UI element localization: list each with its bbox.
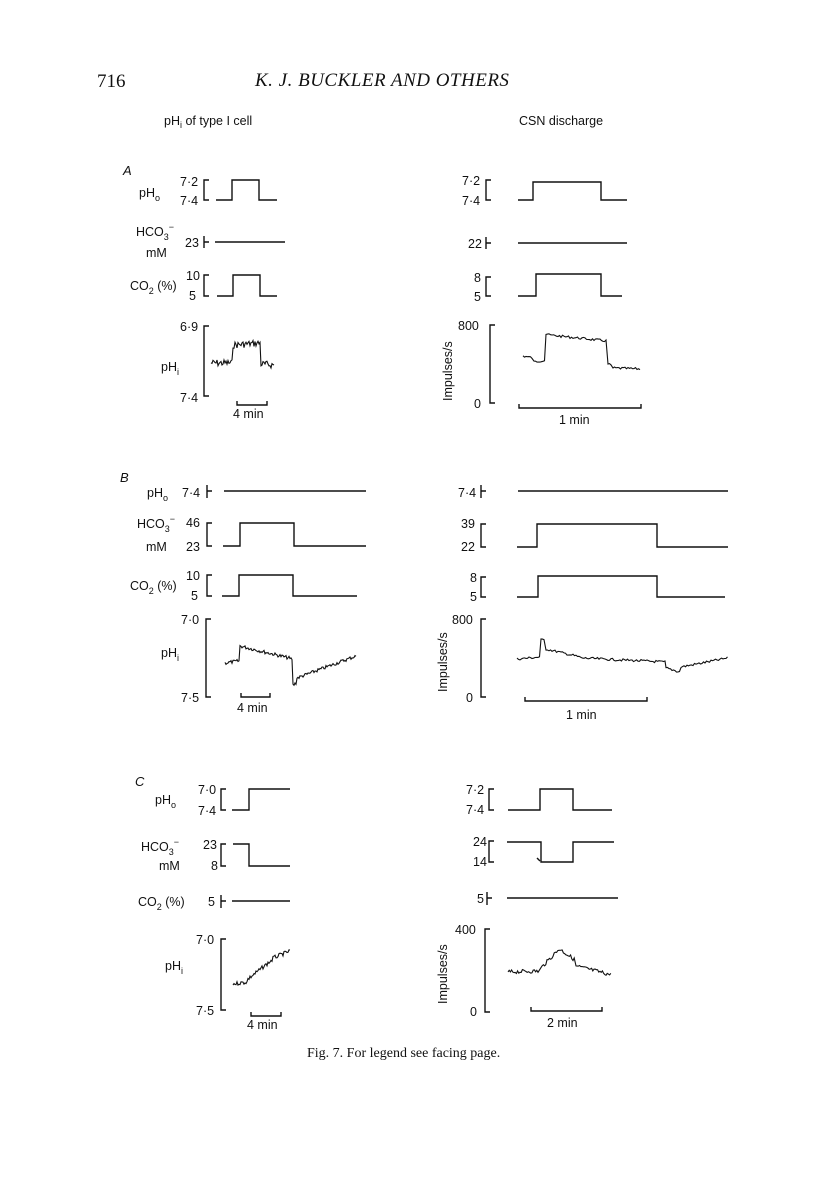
- co2-step: [217, 275, 277, 296]
- pho-tick: 7·4: [182, 486, 201, 500]
- mm-label: mM: [159, 859, 180, 873]
- panel-c-right-co2-trace: [477, 892, 618, 906]
- hco3-tick-top: 46: [186, 516, 200, 530]
- time-scale-label: 2 min: [547, 1016, 578, 1030]
- co2-step: [518, 274, 622, 296]
- panel-letter-c: C: [135, 774, 145, 789]
- pho-tick-top: 7·0: [198, 783, 217, 797]
- panel-a-left-pho-trace: [139, 175, 277, 208]
- pho-bracket: [486, 180, 491, 200]
- hco3-artifact: [537, 858, 540, 861]
- pho-tick-bottom: 7·4: [466, 803, 485, 817]
- time-scale-label: 1 min: [559, 413, 590, 427]
- hco3-tick-mark: [486, 237, 491, 249]
- co2-bracket: [486, 277, 491, 296]
- panel-b-right-pho-trace: [458, 485, 728, 500]
- time-scale-bar: [241, 693, 270, 697]
- co2-label: $CO_2$ (%): [130, 579, 177, 596]
- time-scale-label: 4 min: [237, 701, 268, 715]
- panel-c-right-pho-trace: [466, 783, 612, 817]
- panel-c-left-pho-trace: [155, 783, 290, 818]
- co2-bracket: [481, 577, 486, 597]
- page-number: 716: [97, 71, 126, 92]
- phi-label: $pH_i$: [161, 646, 179, 663]
- co2-tick-mark: [487, 892, 492, 905]
- pho-tick-top: 7·2: [466, 783, 485, 797]
- mm-label: mM: [146, 540, 167, 554]
- pho-bracket: [221, 789, 226, 810]
- pho-label: $pH_o$: [139, 186, 160, 203]
- panel-c-left-phi-trace: [165, 933, 290, 1032]
- hco3-step: [517, 524, 728, 547]
- panel-b-right-hco3-trace: [461, 517, 728, 554]
- imp-axis: [490, 325, 495, 403]
- co2-tick-bottom: 5: [470, 590, 477, 604]
- imp-tick-top: 400: [455, 923, 476, 937]
- hco3-step: [233, 844, 290, 866]
- time-scale-label: 4 min: [233, 407, 264, 421]
- co2-bracket: [207, 575, 212, 596]
- panel-a-left-co2-trace: [130, 269, 277, 303]
- hco3-bracket: [489, 841, 494, 862]
- hco3-label: $HCO_3^-$: [137, 514, 176, 534]
- time-scale-bar: [237, 401, 267, 405]
- co2-tick-top: 8: [474, 271, 481, 285]
- panel-c-left-hco3-trace: [141, 837, 290, 873]
- phi-tick-bottom: 7·4: [180, 391, 199, 405]
- panel-a-left-phi-trace: [161, 320, 274, 421]
- pho-step: [232, 789, 290, 810]
- panel-c-left-co2-trace: [138, 895, 290, 912]
- co2-tick-top: 10: [186, 569, 200, 583]
- mm-label: mM: [146, 246, 167, 260]
- panel-a-right-pho-trace: [462, 174, 627, 208]
- imp-axis: [481, 619, 486, 697]
- co2-step: [222, 575, 357, 596]
- imp-axis: [485, 929, 490, 1012]
- imp-tick-bottom: 0: [470, 1005, 477, 1019]
- hco3-label: $HCO_3^-$: [136, 222, 175, 242]
- co2-label: $CO_2$ (%): [130, 279, 177, 296]
- hco3-tick-top: 23: [203, 838, 217, 852]
- pho-step: [216, 180, 277, 200]
- imp-tick-bottom: 0: [474, 397, 481, 411]
- phi-label: $pH_i$: [161, 360, 179, 377]
- pho-label: $pH_o$: [155, 793, 176, 810]
- hco3-bracket: [481, 524, 486, 547]
- phi-tick-top: 7·0: [196, 933, 215, 947]
- co2-tick-bottom: 5: [189, 289, 196, 303]
- pho-tick-mark: [481, 485, 486, 498]
- phi-axis: [221, 939, 226, 1010]
- phi-label: $pH_i$: [165, 959, 183, 976]
- panel-b-right-impulses-trace: [436, 613, 728, 722]
- phi-tick-bottom: 7·5: [181, 691, 200, 705]
- panel-a-right-co2-trace: [474, 271, 622, 304]
- impulses-axis-label: Impulses/s: [441, 341, 455, 401]
- pho-step: [508, 789, 612, 810]
- hco3-step: [507, 842, 614, 862]
- hco3-tick-bottom: 14: [473, 855, 487, 869]
- panel-a-right-impulses-trace: [441, 319, 641, 427]
- impulses-axis-label: Impulses/s: [436, 944, 450, 1004]
- phi-axis: [206, 619, 211, 697]
- pho-tick-top: 7·2: [180, 175, 199, 189]
- pho-tick-bottom: 7·4: [462, 194, 481, 208]
- hco3-tick: 22: [468, 237, 482, 251]
- pho-tick-bottom: 7·4: [180, 194, 199, 208]
- pho-bracket: [204, 180, 209, 200]
- pho-tick: 7·4: [458, 486, 477, 500]
- time-scale-bar: [251, 1012, 281, 1016]
- hco3-label: $HCO_3^-$: [141, 837, 180, 857]
- imp-tick-top: 800: [452, 613, 473, 627]
- phi-noisy-trace: [211, 341, 274, 368]
- co2-tick-mark: [221, 895, 226, 908]
- panel-letter-b: B: [120, 470, 129, 485]
- time-scale-bar: [519, 404, 641, 408]
- panel-letter-a: A: [123, 163, 132, 178]
- hco3-tick-bottom: 8: [211, 859, 218, 873]
- hco3-bracket: [221, 844, 226, 866]
- co2-tick-top: 10: [186, 269, 200, 283]
- hco3-tick-bottom: 22: [461, 540, 475, 554]
- pho-tick-bottom: 7·4: [198, 804, 217, 818]
- hco3-tick-bottom: 23: [186, 540, 200, 554]
- figure-caption: Fig. 7. For legend see facing page.: [307, 1046, 501, 1061]
- panel-b-left-hco3-trace: [137, 514, 366, 554]
- time-scale-bar: [531, 1007, 602, 1011]
- running-head: K. J. BUCKLER AND OTHERS: [255, 70, 510, 91]
- phi-tick-top: 6·9: [180, 320, 199, 334]
- time-scale-label: 4 min: [247, 1018, 278, 1032]
- panel-a-left-hco3-trace: [136, 222, 285, 260]
- phi-trace: [233, 950, 290, 985]
- co2-tick-bottom: 5: [191, 589, 198, 603]
- hco3-tick: 23: [185, 236, 199, 250]
- impulses-trace: [523, 334, 640, 370]
- phi-tick-bottom: 7·5: [196, 1004, 215, 1018]
- hco3-tick-mark: [204, 236, 209, 248]
- impulses-trace: [517, 639, 728, 672]
- impulses-trace: [508, 950, 611, 975]
- panel-b-left-pho-trace: [147, 485, 366, 503]
- panel-a-right-hco3-trace: [468, 237, 627, 251]
- phi-axis: [204, 326, 209, 396]
- panel-c-right-hco3-trace: [473, 835, 614, 869]
- right-column-title: CSN discharge: [519, 114, 604, 128]
- pho-step: [518, 182, 627, 200]
- co2-step: [517, 576, 725, 597]
- hco3-tick-top: 24: [473, 835, 487, 849]
- pho-label: $pH_o$: [147, 486, 168, 503]
- pho-bracket: [489, 789, 494, 810]
- time-scale-label: 1 min: [566, 708, 597, 722]
- imp-tick-bottom: 0: [466, 691, 473, 705]
- panel-c-right-impulses-trace: [436, 923, 611, 1030]
- impulses-axis-label: Impulses/s: [436, 632, 450, 692]
- hco3-bracket: [207, 523, 212, 546]
- co2-tick-top: 8: [470, 571, 477, 585]
- co2-bracket: [204, 275, 209, 296]
- co2-label: $CO_2$ (%): [138, 895, 185, 912]
- pho-tick-mark: [207, 485, 212, 498]
- panel-b-right-co2-trace: [470, 571, 725, 604]
- panel-b-left-co2-trace: [130, 569, 357, 603]
- co2-tick: 5: [477, 892, 484, 906]
- hco3-tick-top: 39: [461, 517, 475, 531]
- co2-tick: 5: [208, 895, 215, 909]
- time-scale-bar: [525, 697, 647, 701]
- imp-tick-top: 800: [458, 319, 479, 333]
- phi-tick-top: 7·0: [181, 613, 200, 627]
- co2-tick-bottom: 5: [474, 290, 481, 304]
- left-column-title: $pH_i$ of type I cell: [164, 114, 253, 130]
- panel-b-left-phi-trace: [161, 613, 356, 715]
- phi-trace: [225, 646, 356, 686]
- hco3-step: [223, 523, 366, 546]
- pho-tick-top: 7·2: [462, 174, 481, 188]
